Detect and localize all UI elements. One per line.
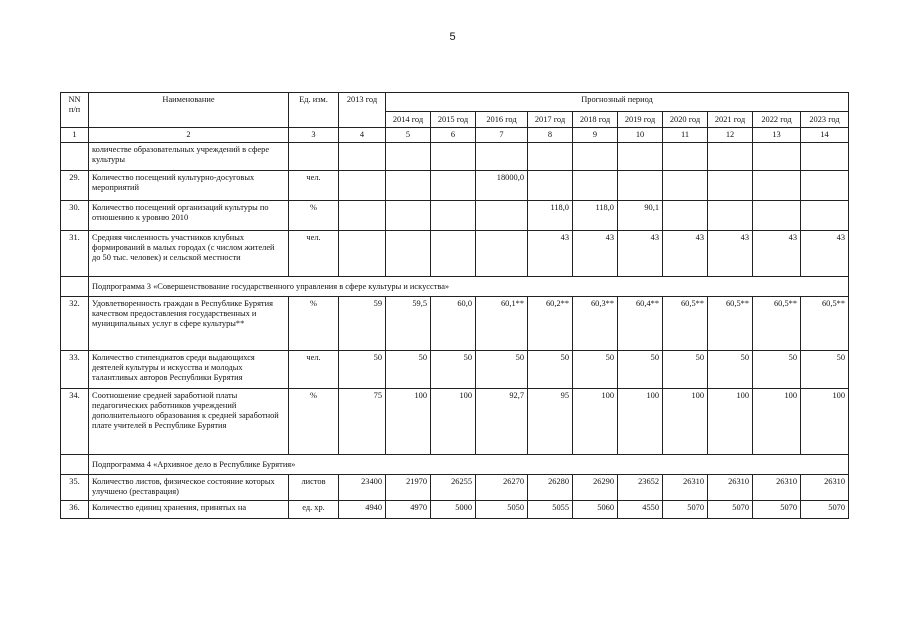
value-cell <box>386 201 431 231</box>
value-cell: 5070 <box>753 501 801 519</box>
header-year: 2022 год <box>753 112 801 128</box>
subprogram-title: Подпрограмма 4 «Архивное дело в Республике Бурятия» <box>89 455 849 475</box>
indicator-name: Средняя численность участников клубных формирований в малых городах (с числом жителей до 50 тыс. человек) и сельской местности <box>89 231 289 277</box>
value-cell: 26310 <box>801 475 849 501</box>
unit: чел. <box>289 171 339 201</box>
value-cell: 60,5** <box>663 297 708 351</box>
row-number <box>61 277 89 297</box>
value-cell: 26310 <box>663 475 708 501</box>
value-cell: 26280 <box>528 475 573 501</box>
indicators-table <box>60 92 849 519</box>
value-cell <box>476 201 528 231</box>
subprogram-row <box>61 455 849 475</box>
column-index: 13 <box>753 128 801 143</box>
value-cell <box>476 143 528 171</box>
value-cell: 43 <box>618 231 663 277</box>
value-cell: 43 <box>708 231 753 277</box>
header-year: 2015 год <box>431 112 476 128</box>
value-cell <box>573 171 618 201</box>
column-index: 1 <box>61 128 89 143</box>
value-cell: 18000,0 <box>476 171 528 201</box>
value-cell: 5055 <box>528 501 573 519</box>
value-cell: 60,0 <box>431 297 476 351</box>
value-cell: 100 <box>801 389 849 455</box>
value-cell: 60,5** <box>708 297 753 351</box>
value-cell: 50 <box>618 351 663 389</box>
row-number <box>61 143 89 171</box>
table-row <box>61 501 849 519</box>
header-nn: NN п/п <box>61 93 89 128</box>
header-year: 2016 год <box>476 112 528 128</box>
header-year: 2023 год <box>801 112 849 128</box>
value-cell <box>431 143 476 171</box>
value-cell: 4970 <box>386 501 431 519</box>
value-cell <box>431 171 476 201</box>
unit: % <box>289 297 339 351</box>
column-index: 8 <box>528 128 573 143</box>
value-cell: 43 <box>753 231 801 277</box>
column-index: 14 <box>801 128 849 143</box>
header-year: 2017 год <box>528 112 573 128</box>
value-cell <box>431 201 476 231</box>
value-cell <box>708 143 753 171</box>
value-cell <box>339 143 386 171</box>
value-cell: 26270 <box>476 475 528 501</box>
value-cell: 100 <box>573 389 618 455</box>
row-number: 29. <box>61 171 89 201</box>
value-cell: 50 <box>386 351 431 389</box>
header-year: 2018 год <box>573 112 618 128</box>
value-cell <box>618 143 663 171</box>
value-cell: 90,1 <box>618 201 663 231</box>
value-cell <box>618 171 663 201</box>
value-cell: 4550 <box>618 501 663 519</box>
indicator-name: Количество листов, физическое состояние которых улучшено (реставрация) <box>89 475 289 501</box>
value-cell <box>753 171 801 201</box>
value-cell: 50 <box>476 351 528 389</box>
value-cell <box>339 201 386 231</box>
value-cell <box>339 231 386 277</box>
value-cell <box>386 171 431 201</box>
value-cell: 50 <box>528 351 573 389</box>
value-cell <box>708 171 753 201</box>
value-cell <box>431 231 476 277</box>
table-row <box>61 143 849 171</box>
column-index: 10 <box>618 128 663 143</box>
value-cell: 5050 <box>476 501 528 519</box>
table-row <box>61 475 849 501</box>
value-cell: 23652 <box>618 475 663 501</box>
value-cell: 5060 <box>573 501 618 519</box>
column-index: 12 <box>708 128 753 143</box>
value-cell <box>573 143 618 171</box>
value-cell: 50 <box>801 351 849 389</box>
value-cell <box>386 231 431 277</box>
value-cell: 75 <box>339 389 386 455</box>
value-cell: 5070 <box>801 501 849 519</box>
value-cell: 60,3** <box>573 297 618 351</box>
value-cell: 50 <box>708 351 753 389</box>
value-cell: 50 <box>663 351 708 389</box>
header-unit: Ед. изм. <box>289 93 339 128</box>
page-number: 5 <box>449 31 456 43</box>
indicator-name: Соотношение средней заработной платы педагогических работников учреждений дополнительного образования к средней заработной плате учителей в Республике Бурятия <box>89 389 289 455</box>
value-cell: 118,0 <box>528 201 573 231</box>
row-number <box>61 455 89 475</box>
value-cell: 5070 <box>663 501 708 519</box>
value-cell: 21970 <box>386 475 431 501</box>
value-cell <box>753 143 801 171</box>
column-index: 5 <box>386 128 431 143</box>
header-forecast: Прогнозный период <box>386 93 849 112</box>
table-row <box>61 389 849 455</box>
row-number: 32. <box>61 297 89 351</box>
table-row <box>61 201 849 231</box>
value-cell <box>528 143 573 171</box>
value-cell: 26290 <box>573 475 618 501</box>
value-cell: 59,5 <box>386 297 431 351</box>
subprogram-row <box>61 277 849 297</box>
value-cell: 43 <box>528 231 573 277</box>
unit: чел. <box>289 231 339 277</box>
row-number: 30. <box>61 201 89 231</box>
value-cell: 5070 <box>708 501 753 519</box>
row-number: 31. <box>61 231 89 277</box>
column-index: 4 <box>339 128 386 143</box>
value-cell: 95 <box>528 389 573 455</box>
value-cell: 23400 <box>339 475 386 501</box>
indicator-name: количестве образовательных учреждений в сфере культуры <box>89 143 289 171</box>
column-index: 6 <box>431 128 476 143</box>
value-cell <box>476 231 528 277</box>
value-cell: 5000 <box>431 501 476 519</box>
column-index: 7 <box>476 128 528 143</box>
unit: % <box>289 201 339 231</box>
value-cell: 60,5** <box>753 297 801 351</box>
value-cell <box>528 171 573 201</box>
unit: ед. хр. <box>289 501 339 519</box>
indicator-name: Количество стипендиатов среди выдающихся деятелей культуры и искусства и молодых талантливых авторов Республики Бурятия <box>89 351 289 389</box>
header-year: 2020 год <box>663 112 708 128</box>
value-cell: 59 <box>339 297 386 351</box>
value-cell <box>801 201 849 231</box>
column-index: 3 <box>289 128 339 143</box>
header-year: 2014 год <box>386 112 431 128</box>
row-number: 36. <box>61 501 89 519</box>
row-number: 34. <box>61 389 89 455</box>
value-cell: 26310 <box>708 475 753 501</box>
value-cell: 100 <box>708 389 753 455</box>
value-cell <box>801 143 849 171</box>
value-cell: 60,1** <box>476 297 528 351</box>
value-cell <box>753 201 801 231</box>
value-cell: 60,4** <box>618 297 663 351</box>
table-row <box>61 351 849 389</box>
value-cell: 60,5** <box>801 297 849 351</box>
unit: листов <box>289 475 339 501</box>
value-cell: 26255 <box>431 475 476 501</box>
indicator-name: Количество посещений культурно-досуговых мероприятий <box>89 171 289 201</box>
value-cell: 92,7 <box>476 389 528 455</box>
value-cell: 50 <box>431 351 476 389</box>
indicator-name: Удовлетворенность граждан в Республике Бурятия качеством предоставления государственных и муниципальных услуг в сфере культуры** <box>89 297 289 351</box>
header-name: Наименование <box>89 93 289 128</box>
value-cell <box>708 201 753 231</box>
subprogram-title: Подпрограмма 3 «Совершенствование государственного управления в сфере культуры и искусства» <box>89 277 849 297</box>
header-year: 2019 год <box>618 112 663 128</box>
value-cell: 100 <box>386 389 431 455</box>
row-number: 35. <box>61 475 89 501</box>
value-cell <box>663 171 708 201</box>
value-cell <box>339 171 386 201</box>
value-cell: 43 <box>801 231 849 277</box>
table-row <box>61 171 849 201</box>
header-base-year: 2013 год <box>339 93 386 128</box>
value-cell: 118,0 <box>573 201 618 231</box>
value-cell <box>386 143 431 171</box>
indicator-name: Количество посещений организаций культуры по отношению к уровню 2010 <box>89 201 289 231</box>
value-cell: 50 <box>339 351 386 389</box>
value-cell: 50 <box>753 351 801 389</box>
column-index: 9 <box>573 128 618 143</box>
unit: чел. <box>289 351 339 389</box>
header-year: 2021 год <box>708 112 753 128</box>
column-index: 2 <box>89 128 289 143</box>
value-cell: 4940 <box>339 501 386 519</box>
value-cell <box>663 143 708 171</box>
table-row <box>61 231 849 277</box>
value-cell <box>801 171 849 201</box>
value-cell: 43 <box>573 231 618 277</box>
indicator-name: Количество единиц хранения, принятых на <box>89 501 289 519</box>
column-index: 11 <box>663 128 708 143</box>
unit <box>289 143 339 171</box>
value-cell: 43 <box>663 231 708 277</box>
value-cell <box>663 201 708 231</box>
value-cell: 100 <box>431 389 476 455</box>
table-row <box>61 297 849 351</box>
value-cell: 60,2** <box>528 297 573 351</box>
value-cell: 26310 <box>753 475 801 501</box>
unit: % <box>289 389 339 455</box>
row-number: 33. <box>61 351 89 389</box>
value-cell: 100 <box>618 389 663 455</box>
value-cell: 100 <box>753 389 801 455</box>
value-cell: 50 <box>573 351 618 389</box>
value-cell: 100 <box>663 389 708 455</box>
